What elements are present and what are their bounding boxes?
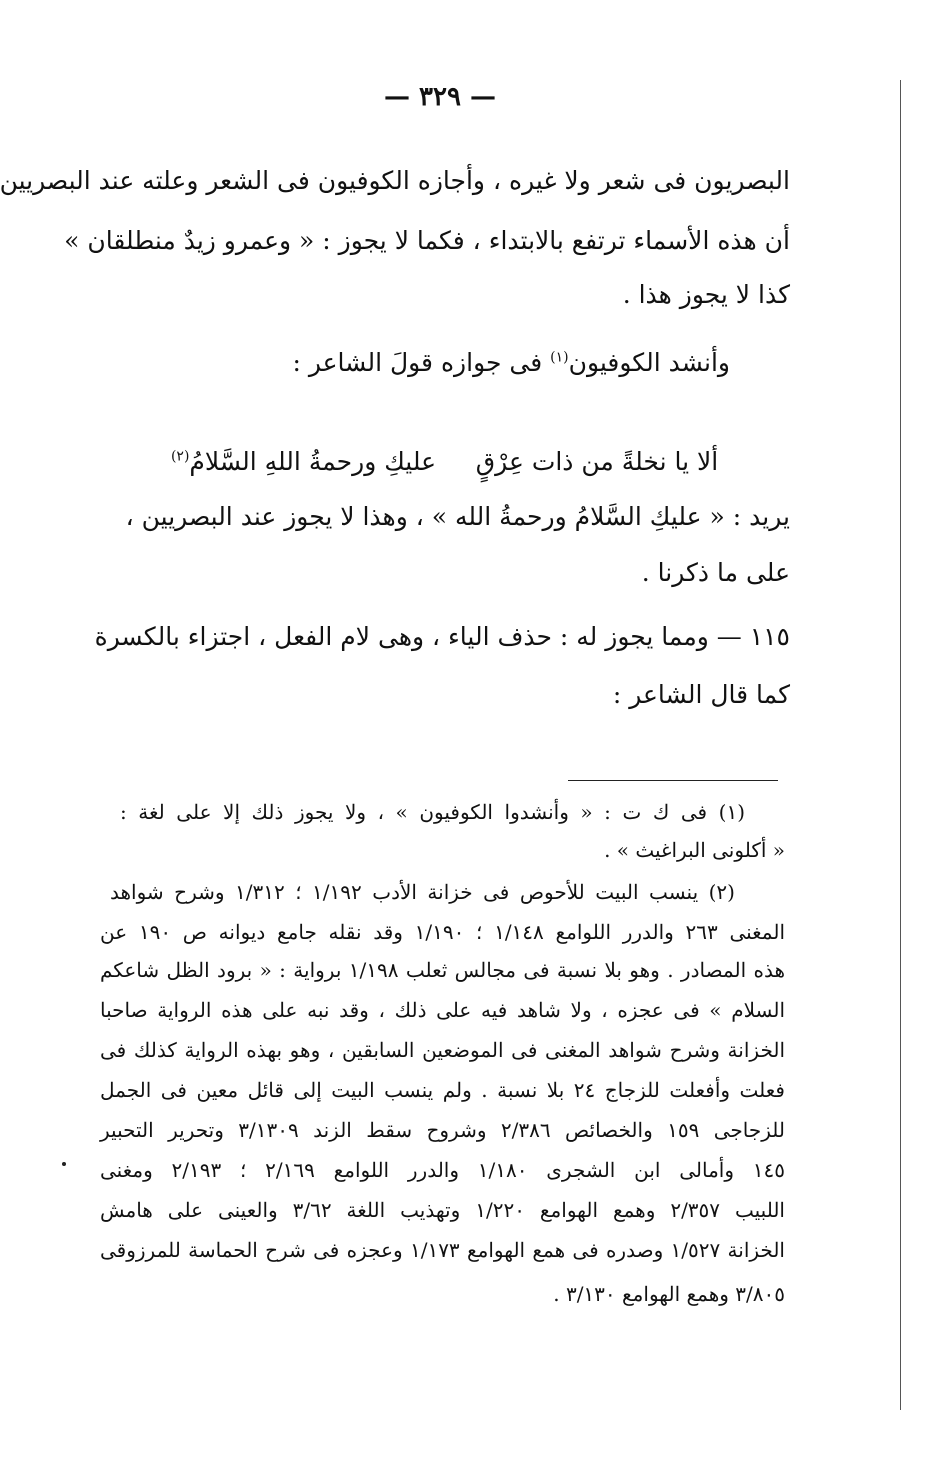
- footnote-line-10: ١٤٥ وأمالى ابن الشجرى ١/١٨٠ والدرر اللوامع ٢/١٦٩ ؛ ٢/١٩٣ ومغنى: [100, 1158, 785, 1182]
- verse-text: ألا يا نخلةً من ذات عِرْقٍ عليكِ ورحمةُ اللهِ السَّلامُ: [189, 447, 719, 476]
- body-line-2: أن هذه الأسماء ترتفع بالابتداء ، فكما لا يجوز : « وعمرو زيدٌ منطلقان »: [64, 226, 790, 255]
- footnote-line-6: السلام » فى عجزه ، ولا شاهد فيه على ذلك ، وقد نبه على هذه الرواية صاحبا: [100, 998, 785, 1022]
- footnote-line-1: (١) فى ك ت : « وأنشدوا الكوفيون » ، ولا يجوز ذلك إلا على لغة :: [120, 800, 745, 824]
- footnote-text: ٣/٨٠٥ وهمع الهوامع ٣/١٣٠ .: [553, 1282, 785, 1306]
- body-text: كذا لا يجوز هذا .: [622, 280, 790, 309]
- footnote-line-13: [440, 1282, 785, 1306]
- body-text: وأنشد الكوفيون: [568, 348, 730, 377]
- footnote-line-9: للزجاجى ١٥٩ والخصائص ٢/٣٨٦ وشروح سقط الزند ٣/١٣٠٩ وتحرير التحبير: [100, 1118, 785, 1142]
- stray-mark: [62, 1162, 66, 1166]
- body-line-4: [292, 348, 730, 377]
- footnote-separator: [568, 780, 778, 781]
- body-text: فى جوازه قولَ الشاعر :: [292, 348, 551, 377]
- page-edge-line: [900, 80, 901, 1410]
- footnote-line-8: فعلت وأفعلت للزجاج ٢٤ بلا نسبة . ولم ينسب البيت إلى قائل معين فى الجمل: [100, 1078, 785, 1102]
- page-number: — ٣٢٩ —: [383, 82, 497, 112]
- body-line-8: [560, 680, 790, 709]
- footnote-line-2: [460, 838, 785, 862]
- body-line-3: [560, 280, 790, 309]
- footnote-text: « أكلونى البراغيث » .: [604, 838, 785, 862]
- footnote-ref-2: (٢): [170, 448, 190, 465]
- footnote-ref-1: (١): [550, 349, 569, 366]
- footnote-line-11: اللبيب ٢/٣٥٧ وهمع الهوامع ١/٢٢٠ وتهذيب اللغة ٣/٦٢ والعينى على هامش: [100, 1198, 785, 1222]
- body-line-7: ١١٥ — ومما يجوز له : حذف الياء ، وهى لام الفعل ، اجتزاء بالكسرة: [94, 622, 790, 651]
- body-text: على ما ذكرنا .: [641, 558, 790, 587]
- verse-line: [150, 418, 750, 505]
- body-line-1: البصريون فى شعر ولا غيره ، وأجازه الكوفيون فى الشعر وعلته عند البصريين: [0, 166, 790, 195]
- footnote-line-5: هذه المصادر . وهو بلا نسبة فى مجالس ثعلب ١/١٩٨ برواية : « برود الظل شاعكم: [100, 958, 786, 982]
- footnote-line-12: الخزانة ١/٥٢٧ وصدره فى همع الهوامع ١/١٧٣ وعجزه فى شرح الحماسة للمرزوقى: [100, 1238, 785, 1262]
- footnote-line-3: (٢) ينسب البيت للأحوص فى خزانة الأدب ١/١٩٢ ؛ ١/٣١٢ وشرح شواهد: [110, 880, 735, 904]
- body-line-5: يريد : « عليكِ السَّلامُ ورحمةُ الله » ، وهذا لا يجوز عند البصريين ،: [125, 502, 790, 531]
- body-line-6: [560, 558, 790, 587]
- footnote-line-7: الخزانة وشرح شواهد المغنى فى الموضعين السابقين ، وهو بهذه الرواية كذلك فى: [100, 1038, 785, 1062]
- body-text: كما قال الشاعر :: [612, 680, 790, 709]
- footnote-line-4: المغنى ٢٦٣ والدرر اللوامع ١/١٤٨ ؛ ١/١٩٠ وقد نقله جامع ديوانه ص ١٩٠ عن: [100, 920, 786, 944]
